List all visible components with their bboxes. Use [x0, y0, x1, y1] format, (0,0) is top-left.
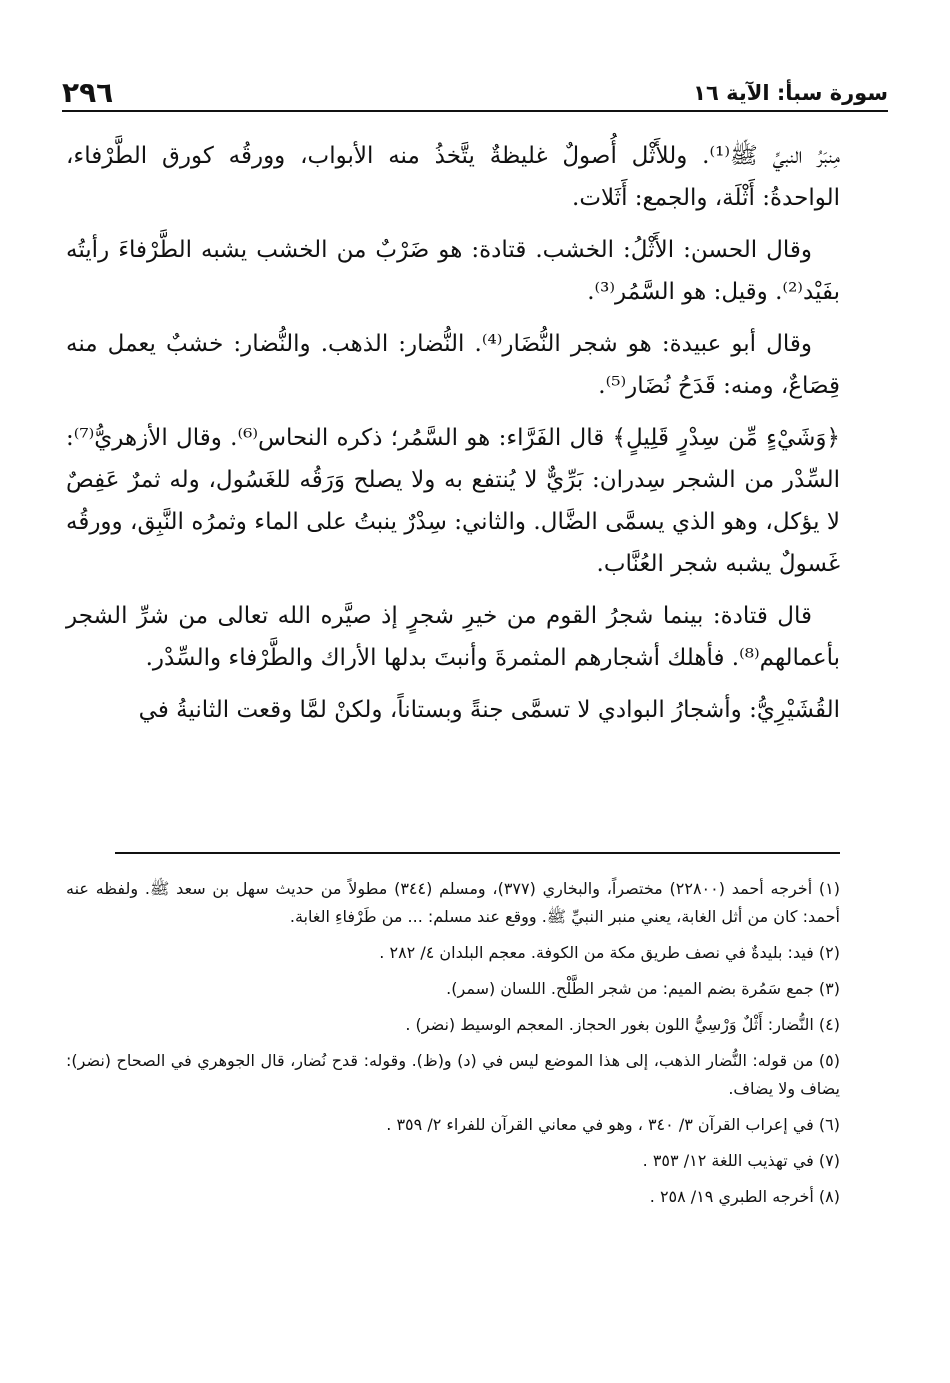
running-header	[62, 68, 888, 108]
footnote: (٥) من قوله: النُّضار الذهب، إلى هذا الموضع ليس في (د) و(ظ). وقوله: قدح نُضار، قال الجوهري في الصحاح (نضر): يضاف ولا يضاف.	[66, 1051, 840, 1098]
footnote: (٣) جمع سَمُرة بضم الميم: من شجر الطَّلْح. اللسان (سمر).	[446, 979, 840, 998]
main-text	[66, 135, 840, 741]
paragraph: وقال الحسن: الأَثْلُ: الخشب. قتادة: هو ضَرْبٌ من الخشب يشبه الطَّرْفاءَ رأيتُه بفَيْد⁽²⁾. وقيل: هو السَّمُر⁽³⁾.	[66, 237, 840, 305]
footnote: (٤) النُّضار: أَثْلٌ وَرْسِيُّ اللون بغور الحجاز. المعجم الوسيط (نضر) .	[405, 1015, 840, 1034]
footnote-separator	[115, 852, 840, 854]
paragraph: مِنبَرُ النبيِّ ﷺ⁽¹⁾. وللأَثْل أُصولٌ غليظةٌ يتَّخذُ منه الأبواب، وورقُه كورق الطَّرْفاء، الواحدةُ: أَثْلَة، والجمع: أَثَلات.	[66, 143, 840, 211]
footnote: (٦) في إعراب القرآن ٣/ ٣٤٠ ، وهو في معاني القرآن للفراء ٢/ ٣٥٩ .	[386, 1115, 840, 1134]
footnote: (٧) في تهذيب اللغة ١٢/ ٣٥٣ .	[642, 1151, 840, 1170]
footnote: (١) أخرجه أحمد (٢٢٨٠٠) مختصراً، والبخاري (٣٧٧)، ومسلم (٣٤٤) مطولاً من حديث سهل بن سعد ﷺ. ولفظه عنه أحمد: كان من أثل الغابة، يعني منبر النبيِّ ﷺ. ووقع عند مسلم: ... من طَرْفاءِ الغابة.	[66, 879, 840, 926]
footnotes	[66, 875, 840, 1219]
paragraph: قال قتادة: بينما شجرُ القوم من خيرِ شجرٍ إذ صيَّره الله تعالى من شرِّ الشجر بأعمالهم⁽⁸⁾. فأهلك أشجارهم المثمرةَ وأنبتَ بدلها الأراك والطَّرْفاء والسِّدْر.	[66, 603, 840, 671]
header-rule	[62, 110, 888, 112]
page-number: ٢٩٦	[62, 76, 114, 109]
surah-title: سورة سبأ: الآية ١٦	[693, 81, 888, 105]
footnote: (٨) أخرجه الطبري ١٩/ ٢٥٨ .	[649, 1187, 840, 1206]
paragraph: القُشَيْرِيُّ: وأشجارُ البوادي لا تسمَّى جنةً وبستاناً، ولكنْ لمَّا وقعت الثانيةُ في	[138, 697, 840, 723]
paragraph: ﴿وَشَيْءٍ مِّن سِدْرٍ قَلِيلٍ﴾ قال الفَرَّاء: هو السَّمُر؛ ذكره النحاس⁽⁶⁾. وقال الأزهريُّ⁽⁷⁾: السِّدْر من الشجر سِدران: بَرِّيٌّ لا يُنتفع به ولا يصلح وَرَقُه للغَسُول، وله ثمرٌ عَفِصٌ لا يؤكل، وهو الذي يسمَّى الضَّال. والثاني: سِدْرٌ ينبتُ على الماء وثمرُه النَّبِق، وورقُه غَسولٌ يشبه شجر العُنَّاب.	[66, 425, 840, 577]
footnote: (٢) فيد: بليدةٌ في نصف طريق مكة من الكوفة. معجم البلدان ٤/ ٢٨٢ .	[379, 943, 840, 962]
paragraph: وقال أبو عبيدة: هو شجر النُّضَار⁽⁴⁾. النُّضار: الذهب. والنُّضار: خشبٌ يعمل منه قِصَاعٌ، ومنه: قَدَحُ نُضَار⁽⁵⁾.	[66, 331, 840, 399]
